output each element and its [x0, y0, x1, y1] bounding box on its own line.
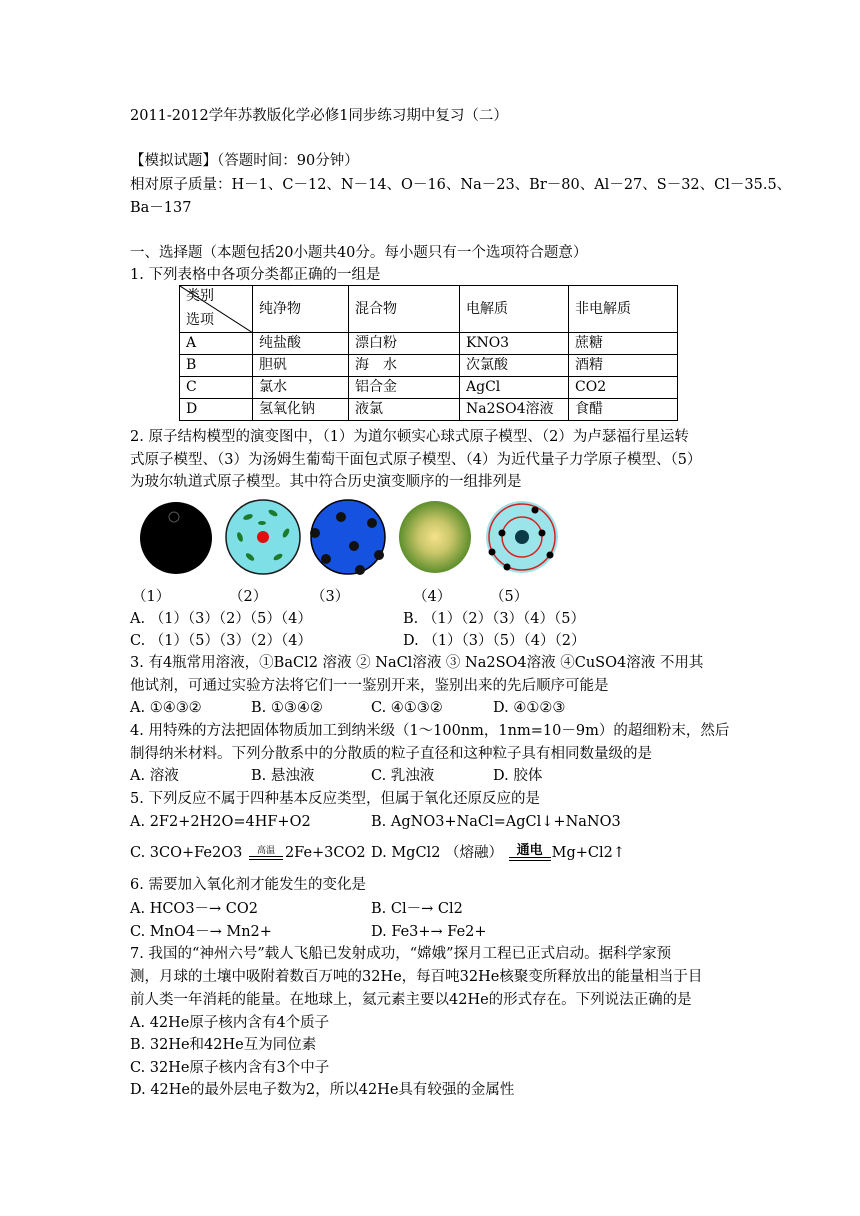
- table-cell: 蔗糖: [569, 333, 678, 355]
- option-c: [130, 843, 366, 863]
- model-label: （2）: [229, 589, 268, 605]
- table-cell: 铝合金: [349, 377, 460, 399]
- option-b: B. Cl－→ Cl2: [371, 901, 463, 917]
- table-corner-cell: [180, 286, 253, 333]
- model-label: （5）: [490, 589, 529, 605]
- option-b: B. （1）（2）（3）（4）（5）: [403, 611, 585, 627]
- table-cell: Na2SO4溶液: [460, 399, 569, 421]
- option-b: B. 32He和42He互为同位素: [130, 1037, 317, 1053]
- table-cell: 氢氧化钠: [253, 399, 349, 421]
- option-d: D. ④①②③: [493, 700, 566, 716]
- table-header: 纯净物: [253, 286, 349, 333]
- table-cell: 纯盐酸: [253, 333, 349, 355]
- question-stem: 为玻尔轨道式原子模型。其中符合历史演变顺序的一组排列是: [130, 474, 522, 490]
- table-row: [180, 333, 678, 355]
- table-cell: CO2: [569, 377, 678, 399]
- table-row: [180, 355, 678, 377]
- bohr-model-image: [486, 501, 558, 573]
- model-label: （4）: [413, 589, 452, 605]
- table-cell: 氯水: [253, 377, 349, 399]
- table-cell: 胆矾: [253, 355, 349, 377]
- atomic-mass-line: 相对原子质量：H－1、C－12、N－14、O－16、Na－23、Br－80、Al－27、S－32、Cl－35.5、: [130, 177, 792, 193]
- question-stem: 他试剂，可通过实验方法将它们一一鉴别开来，鉴别出来的先后顺序可能是: [130, 678, 609, 694]
- option-c: C. 乳浊液: [371, 768, 435, 784]
- table-cell: 次氯酸: [460, 355, 569, 377]
- option-a: A. ①④③②: [130, 700, 202, 716]
- option-b: B. AgNO3+NaCl=AgCl↓+NaNO3: [371, 814, 621, 830]
- question-stem: 制得纳米材料。下列分散系中的分散质的粒子直径和这种粒子具有相同数量级的是: [130, 746, 652, 762]
- option-d: D. 胶体: [493, 768, 543, 784]
- option-d-products: Mg+Cl2↑: [551, 845, 626, 861]
- option-c: C. ④①③②: [371, 700, 443, 716]
- option-d-reactants: D. MgCl2 （熔融）: [371, 845, 504, 861]
- table-cell: A: [180, 333, 253, 355]
- option-d: [371, 843, 625, 863]
- rutherford-model-image: [226, 500, 300, 574]
- exam-header: 【模拟试题】（答题时间：90分钟）: [130, 153, 359, 169]
- model-label: （1）: [132, 589, 171, 605]
- option-a: A. 2F2+2H2O=4HF+O2: [130, 814, 311, 830]
- quantum-model-image: [399, 501, 471, 573]
- question-stem: 前人类一年消耗的能量。在地球上，氦元素主要以42He的形式存在。下列说法正确的是: [130, 992, 692, 1008]
- table-header: 电解质: [460, 286, 569, 333]
- option-c-products: 2Fe+3CO2: [284, 845, 366, 861]
- option-c: C. 32He原子核内含有3个中子: [130, 1060, 330, 1076]
- question-stem: 4. 用特殊的方法把固体物质加工到纳米级（1～100nm，1nm=10－9m）的超细粉末，然后: [130, 723, 730, 739]
- table-header: 混合物: [349, 286, 460, 333]
- table-row: [180, 377, 678, 399]
- table-cell: 酒精: [569, 355, 678, 377]
- table-cell: KNO3: [460, 333, 569, 355]
- option-a: A. （1）（3）（2）（5）（4）: [130, 611, 312, 627]
- option-b: B. 悬浊液: [251, 768, 315, 784]
- question-stem: 测，月球的土壤中吸附着数百万吨的32He，每百吨32He核聚变所释放出的能量相当于目: [130, 969, 703, 985]
- option-d: D. Fe3+→ Fe2+: [371, 924, 487, 940]
- table-cell: B: [180, 355, 253, 377]
- question-stem: 1. 下列表格中各项分类都正确的一组是: [130, 267, 381, 283]
- option-d: D. 42He的最外层电子数为2，所以42He具有较强的金属性: [130, 1082, 515, 1098]
- table-cell: D: [180, 399, 253, 421]
- table-cell: 食醋: [569, 399, 678, 421]
- page-title: 2011-2012学年苏教版化学必修1同步练习期中复习（二）: [130, 108, 508, 124]
- reaction-condition-arrow: [509, 845, 551, 861]
- corner-label-option: 选项: [186, 312, 214, 328]
- question-stem: 3. 有4瓶常用溶液，①BaCl2 溶液 ② NaCl溶液 ③ Na2SO4溶液 ④CuSO4溶液 不用其: [130, 655, 704, 671]
- option-c-reactants: C. 3CO+Fe2O3: [130, 845, 243, 861]
- option-a: A. 42He原子核内含有4个质子: [130, 1015, 330, 1031]
- thomson-model-image: [310, 500, 385, 575]
- option-c: C. （1）（5）（3）（2）（4）: [130, 633, 312, 649]
- model-label: （3）: [311, 589, 350, 605]
- table-cell: 漂白粉: [349, 333, 460, 355]
- option-a: A. HCO3－→ CO2: [130, 901, 259, 917]
- table-header: 非电解质: [569, 286, 678, 333]
- option-a: A. 溶液: [130, 768, 179, 784]
- classification-table: [179, 285, 678, 421]
- condition-electrolysis: 通电: [516, 843, 543, 858]
- option-c: C. MnO4－→ Mn2+: [130, 924, 272, 940]
- condition-high-temp: 高温: [256, 846, 275, 856]
- section-heading: 一、选择题（本题包括20小题共40分。每小题只有一个选项符合题意）: [130, 245, 588, 261]
- table-cell: C: [180, 377, 253, 399]
- question-stem: 式原子模型、（3）为汤姆生葡萄干面包式原子模型、（4）为近代量子力学原子模型、（5）: [130, 452, 702, 468]
- reaction-condition-arrow: [249, 846, 283, 860]
- dalton-model-image: [140, 502, 212, 574]
- question-stem: 7. 我国的“神州六号”载人飞船已发射成功，“嫦娥”探月工程已正式启动。据科学家预: [130, 946, 672, 962]
- table-header-row: [180, 286, 678, 333]
- table-cell: 液氯: [349, 399, 460, 421]
- equals-sign: [249, 856, 283, 860]
- question-stem: 5. 下列反应不属于四种基本反应类型，但属于氧化还原反应的是: [130, 791, 540, 807]
- corner-label-category: 类别: [186, 288, 214, 304]
- atomic-models-figure: [140, 495, 570, 587]
- table-row: [180, 399, 678, 421]
- option-b: B. ①③④②: [251, 700, 323, 716]
- option-d: D. （1）（3）（5）（4）（2）: [403, 633, 586, 649]
- table-cell: AgCl: [460, 377, 569, 399]
- table-cell: 海 水: [349, 355, 460, 377]
- question-stem: 2. 原子结构模型的演变图中，（1）为道尔顿实心球式原子模型、（2）为卢瑟福行星运转: [130, 429, 689, 445]
- question-stem: 6. 需要加入氧化剂才能发生的变化是: [130, 877, 366, 893]
- atomic-mass-line: Ba－137: [130, 200, 192, 216]
